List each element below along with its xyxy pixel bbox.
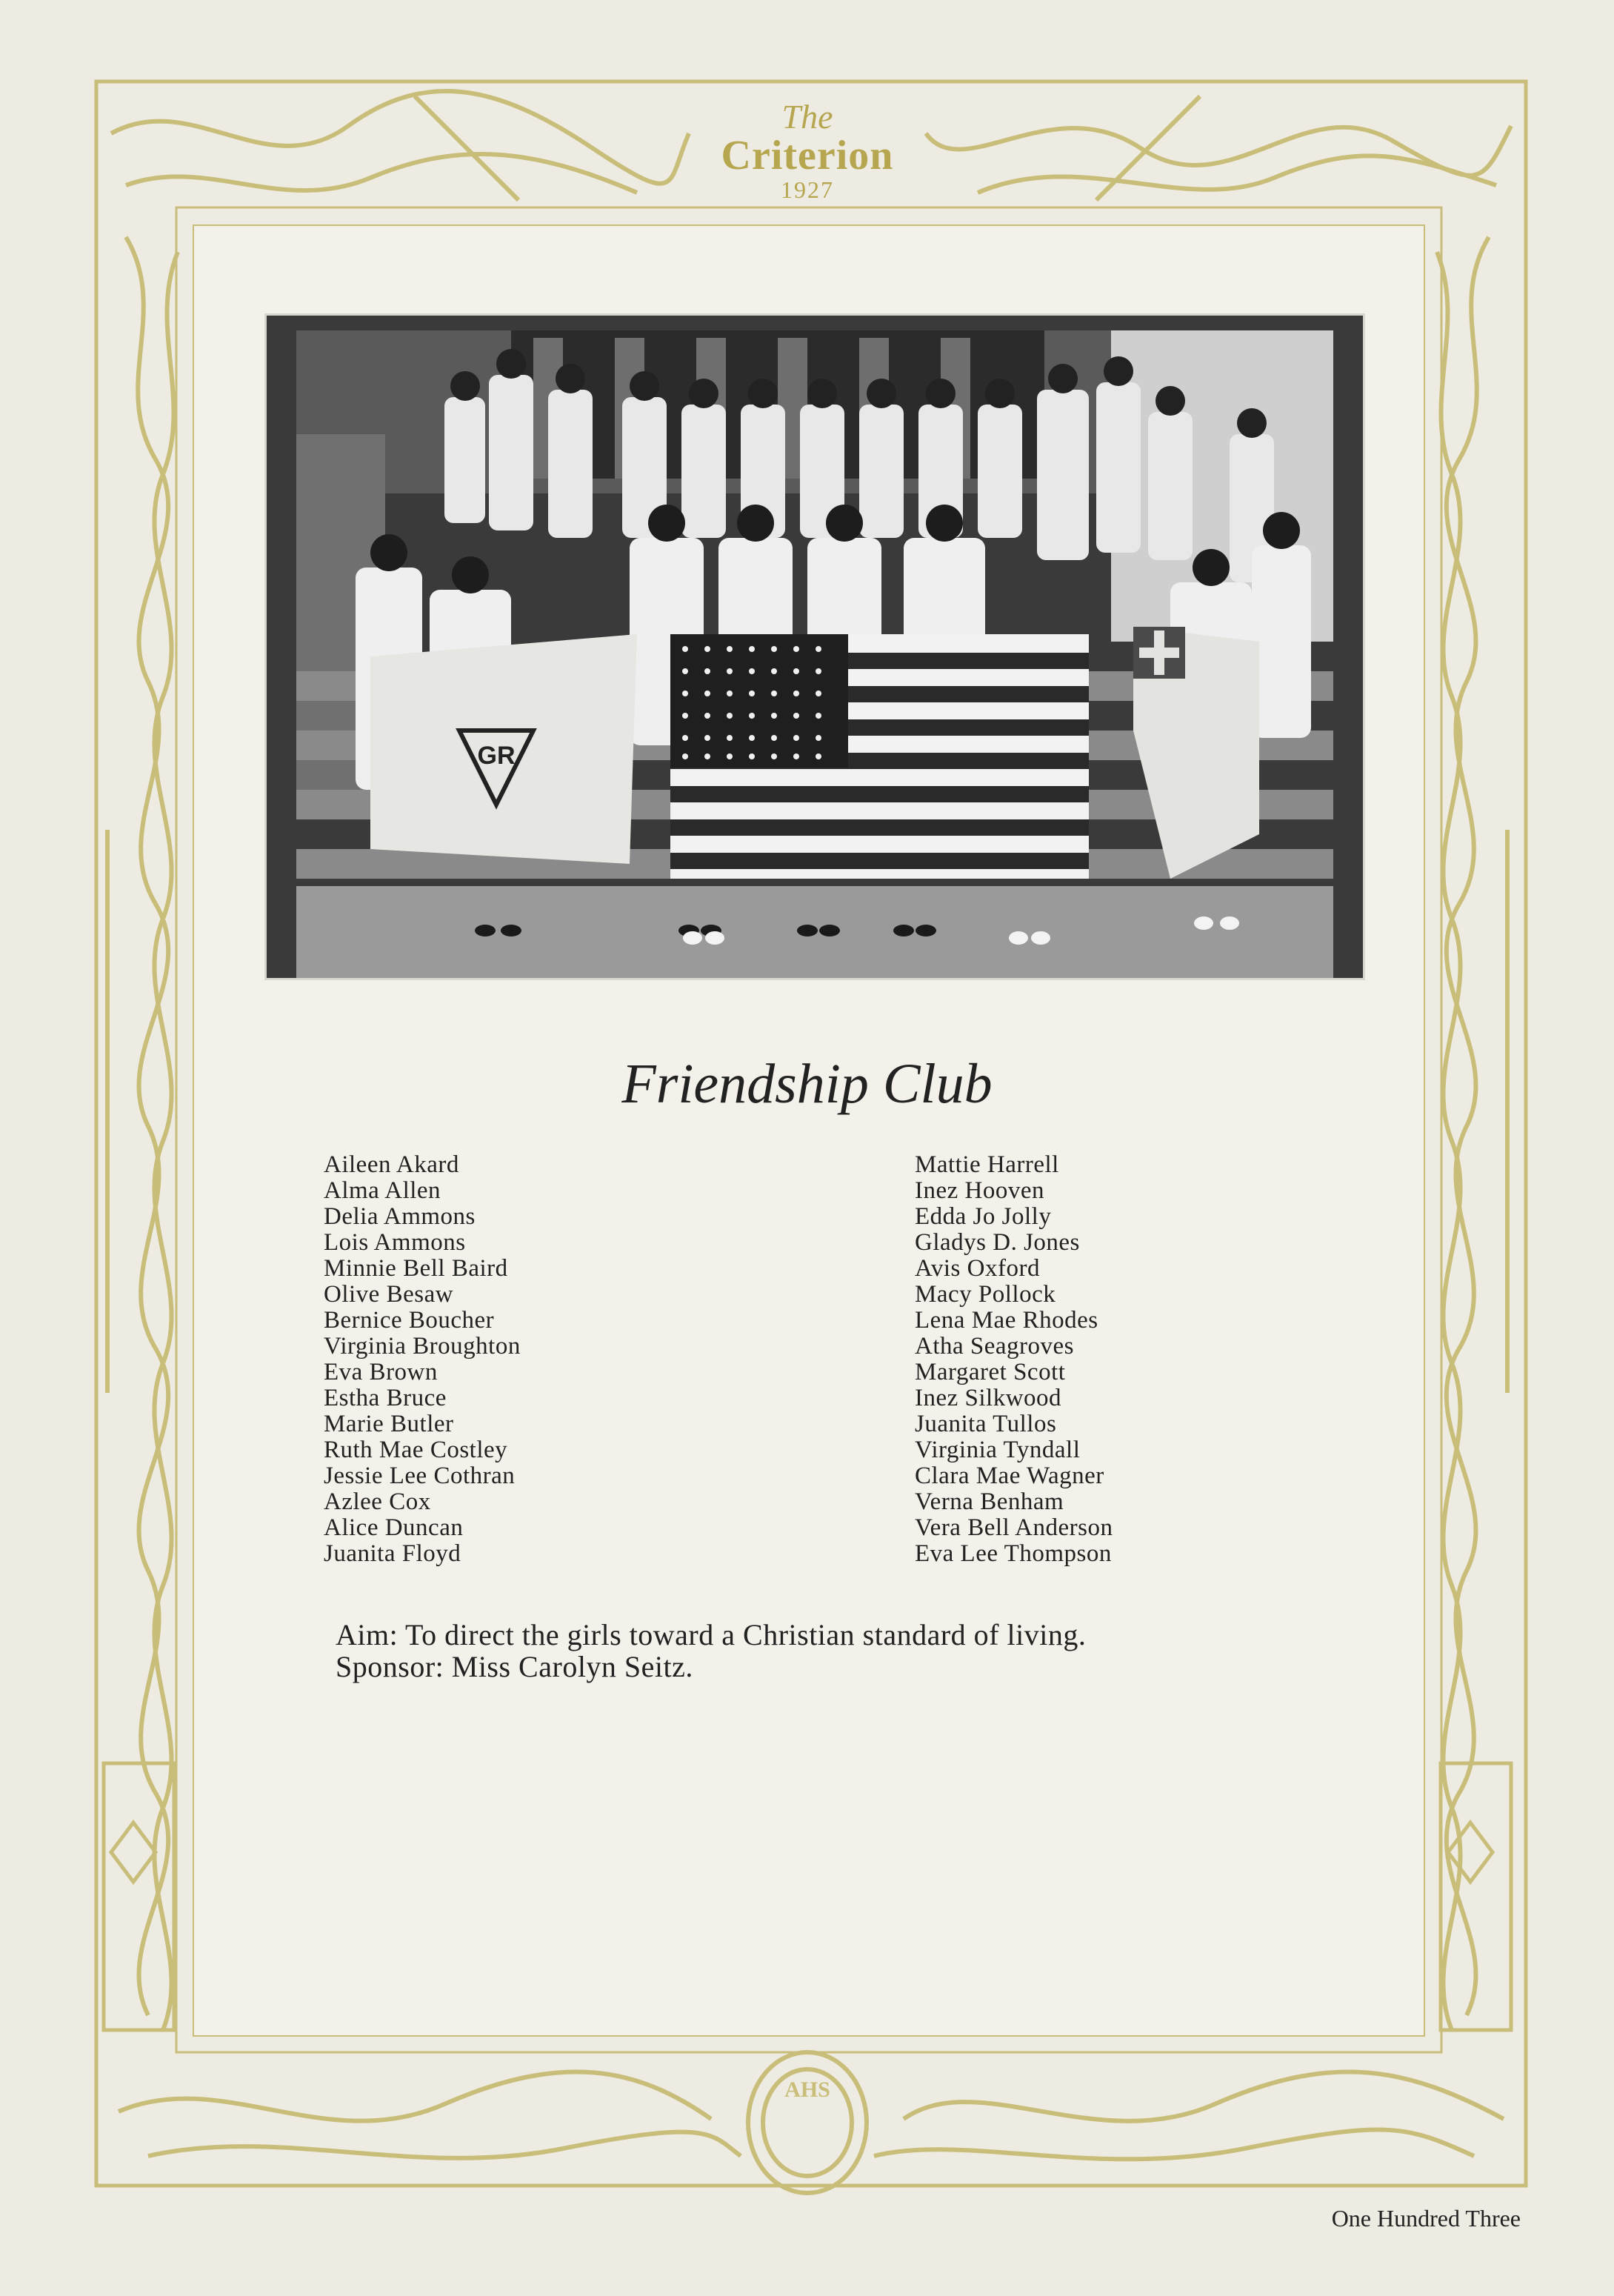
masthead <box>689 100 926 226</box>
list-item: Juanita Tullos <box>915 1411 1057 1437</box>
svg-text:AHS: AHS <box>784 2077 830 2102</box>
list-item: Vera Bell Anderson <box>915 1514 1113 1541</box>
page-number: One Hundred Three <box>1331 2205 1521 2232</box>
list-item: Alice Duncan <box>324 1514 464 1541</box>
masthead-title: Criterion <box>721 133 894 179</box>
list-item: Lena Mae Rhodes <box>915 1307 1098 1334</box>
list-item: Virginia Broughton <box>324 1333 521 1360</box>
list-item: Virginia Tyndall <box>915 1437 1081 1463</box>
list-item: Marie Butler <box>324 1411 454 1437</box>
group-photo-icon <box>267 316 1363 978</box>
list-item: Alma Allen <box>324 1177 441 1204</box>
list-item: Avis Oxford <box>915 1255 1040 1282</box>
list-item: Margaret Scott <box>915 1359 1066 1385</box>
list-item: Delia Ammons <box>324 1203 476 1230</box>
list-item: Lois Ammons <box>324 1229 466 1256</box>
list-item: Estha Bruce <box>324 1385 447 1411</box>
list-item: Olive Besaw <box>324 1281 454 1308</box>
list-item: Ruth Mae Costley <box>324 1437 508 1463</box>
masthead-year: 1927 <box>781 176 834 203</box>
list-item: Verna Benham <box>915 1488 1064 1515</box>
list-item: Mattie Harrell <box>915 1151 1059 1178</box>
group-photo <box>264 313 1365 980</box>
list-item: Inez Hooven <box>915 1177 1045 1204</box>
list-item: Clara Mae Wagner <box>915 1463 1104 1489</box>
sponsor-text: Sponsor: Miss Carolyn Seitz. <box>336 1650 693 1683</box>
list-item: Azlee Cox <box>324 1488 431 1515</box>
list-item: Atha Seagroves <box>915 1333 1075 1360</box>
page-title: Friendship Club <box>621 1053 993 1115</box>
aim-sponsor-block <box>336 1619 1086 1683</box>
list-item: Minnie Bell Baird <box>324 1255 508 1282</box>
list-item: Aileen Akard <box>324 1151 459 1178</box>
list-item: Bernice Boucher <box>324 1307 495 1334</box>
list-item: Inez Silkwood <box>915 1385 1062 1411</box>
list-item: Edda Jo Jolly <box>915 1203 1052 1230</box>
list-item: Eva Lee Thompson <box>915 1540 1112 1567</box>
list-item: Jessie Lee Cothran <box>324 1463 516 1489</box>
members-list-right <box>915 1152 1113 1567</box>
list-item: Macy Pollock <box>915 1281 1056 1308</box>
aim-text: Aim: To direct the girls toward a Christian standard of living. <box>336 1618 1087 1651</box>
list-item: Eva Brown <box>324 1359 438 1385</box>
gr-emblem: GR <box>477 742 516 770</box>
list-item: Gladys D. Jones <box>915 1229 1080 1256</box>
members-list-left <box>324 1152 521 1567</box>
list-item: Juanita Floyd <box>324 1540 461 1567</box>
masthead-the: The <box>781 98 833 136</box>
